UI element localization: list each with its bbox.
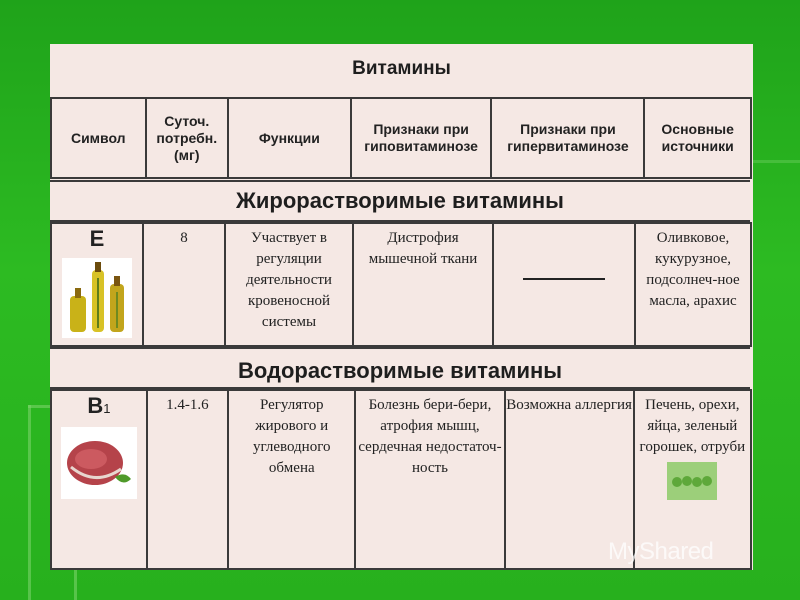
decor-line xyxy=(752,160,800,163)
cell-sources: Оливковое, кукурузное, подсолнеч-ное масла, арахис xyxy=(635,223,751,346)
decor-line xyxy=(28,405,31,600)
table-title: Витамины xyxy=(352,58,451,79)
header-symbol: Символ xyxy=(51,98,146,178)
green-peas-icon xyxy=(667,462,717,500)
watermark-logo: MyShared xyxy=(608,538,714,565)
cell-symbol xyxy=(51,223,143,346)
vitamin-symbol: B xyxy=(87,393,104,418)
section-water-soluble: Водорастворимые витамины xyxy=(50,347,750,389)
cell-symbol xyxy=(51,390,147,569)
cell-hyper xyxy=(493,223,635,346)
cell-daily-need: 8 xyxy=(143,223,225,346)
vitamin-symbol: E xyxy=(89,226,105,251)
header-hypo: Признаки при гиповитаминозе xyxy=(351,98,492,178)
oil-bottles-icon xyxy=(62,258,132,338)
header-functions: Функции xyxy=(228,98,351,178)
table-row xyxy=(50,222,752,347)
sources-text: Печень, орехи, яйца, зеленый горошек, отруби xyxy=(639,397,746,455)
section-fat-soluble: Жирорастворимые витамины xyxy=(50,180,750,222)
cell-hyper: Возможна аллергия xyxy=(505,390,634,569)
header-hyper: Признаки при гипервитаминозе xyxy=(491,98,644,178)
cell-daily-need: 1.4-1.6 xyxy=(147,390,228,569)
cell-functions: Участвует в регуляции деятельности кровеносной системы xyxy=(225,223,353,346)
header-daily-need: Суточ. потребн. (мг) xyxy=(146,98,228,178)
vitamin-subscript: 1 xyxy=(103,401,111,416)
cell-hypo: Болезнь бери-бери, атрофия мышц, сердечная недостаточ-ность xyxy=(355,390,504,569)
header-sources: Основные источники xyxy=(644,98,751,178)
empty-dash xyxy=(523,278,605,280)
meat-icon xyxy=(61,427,137,499)
cell-hypo: Дистрофия мышечной ткани xyxy=(353,223,493,346)
vitamin-table-sheet xyxy=(50,44,753,570)
cell-functions: Регулятор жирового и углеводного обмена xyxy=(228,390,355,569)
header-row xyxy=(50,97,752,179)
